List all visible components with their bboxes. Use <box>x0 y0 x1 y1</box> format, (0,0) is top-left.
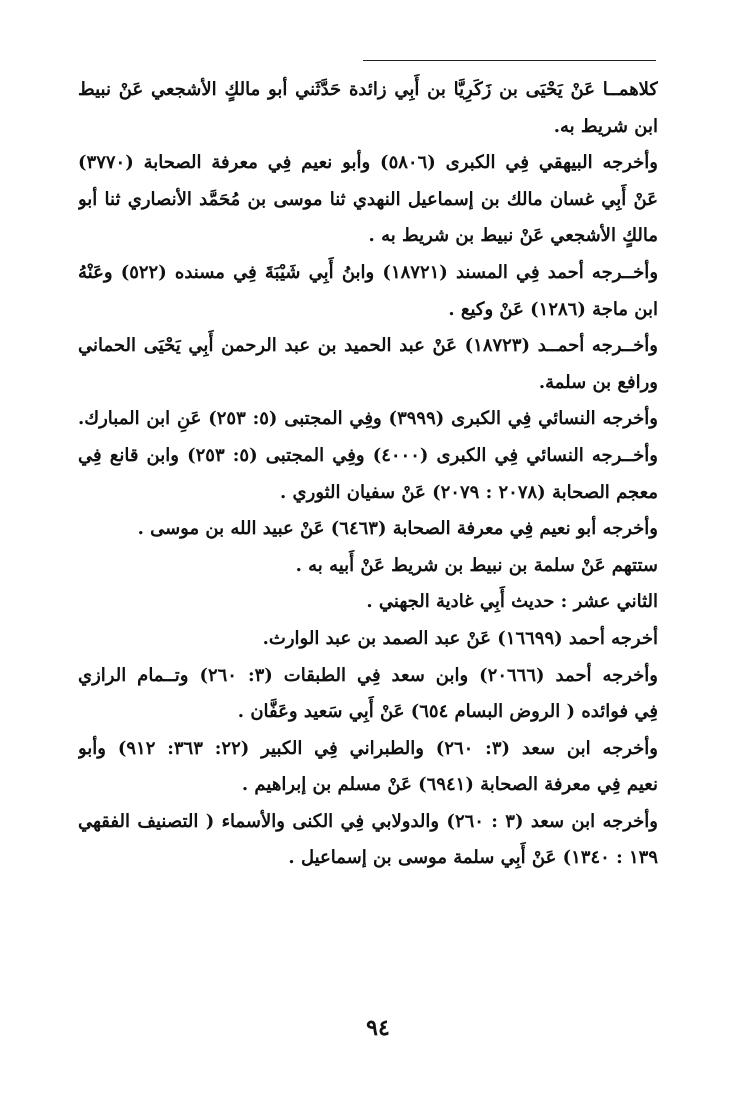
text-line-20: نعيم فِي معرفة الصحابة (٦٩٤١) عَنْ مسلم بن إبراهيم . <box>241 774 658 796</box>
text-line-1: كلاهمــا عَنْ يَحْيَى بن زَكَرِيَّا بن أَبِي زائدة حَدَّثَني أبو مالكٍ الأشجعي عَنْ نبيط <box>78 79 658 100</box>
header-rule <box>363 60 656 61</box>
body-text <box>78 72 658 877</box>
text-line-16: أخرجه أحمد (١٦٦٩٩) عَنْ عبد الصمد بن عبد الوارث. <box>262 627 658 649</box>
text-line-9: ورافع بن سلمة. <box>538 371 658 393</box>
text-line-2: ابن شريط به. <box>553 115 658 137</box>
text-line-13: وأخرجه أبو نعيم فِي معرفة الصحابة (٦٤٦٣) عَنْ عبيد الله بن موسى . <box>137 518 658 540</box>
text-line-4: عَنْ أَبِي غسان مالك بن إسماعيل النهدي ثنا موسى بن مُحَمَّد الأنصاري ثنا أبو <box>78 188 658 210</box>
text-line-12: معجم الصحابة (٢٠٧٨ : ٢٠٧٩) عَنْ سفيان الثوري . <box>280 481 658 503</box>
text-line-19: وأخرجه ابن سعد (٣: ٢٦٠) والطبراني فِي الكبير (٢٢: ٣٦٣: ٩١٢) وأبو <box>78 737 658 759</box>
text-line-5: مالكٍ الأشجعي عَنْ نبيط بن شريط به . <box>368 225 658 247</box>
text-line-11: وأخــرجه النسائي فِي الكبرى (٤٠٠٠) وفِي المجتبى (٥: ٢٥٣) وابن قانع فِي <box>78 444 658 466</box>
text-line-22: ١٣٩ : ١٣٤٠) عَنْ أَبِي سلمة موسى بن إسماعيل . <box>288 847 658 869</box>
text-line-21: وأخرجه ابن سعد (٣ : ٢٦٠) والدولابي فِي الكنى والأسماء ( التصنيف الفقهي <box>78 810 658 832</box>
text-line-3: وأخرجه البيهقي فِي الكبرى (٥٨٠٦) وأبو نعيم فِي معرفة الصحابة (٣٧٧٠) <box>78 152 658 174</box>
text-line-14: ستتهم عَنْ سلمة بن نبيط بن شريط عَنْ أَبيه به . <box>295 554 658 576</box>
text-line-8: وأخــرجه أحمــد (١٨٧٢٣) عَنْ عبد الحميد بن عبد الرحمن أَبِي يَحْيَى الحماني <box>78 335 658 357</box>
page-number: ٩٤ <box>366 1015 390 1041</box>
text-line-15: الثاني عشر : حديث أَبِي غادية الجهني . <box>366 591 658 613</box>
text-line-17: وأخرجه أحمد (٢٠٦٦٦) وابن سعد فِي الطبقات (٣: ٢٦٠) وتــمام الرازي <box>78 664 658 686</box>
text-line-6: وأخــرجه أحمد فِي المسند (١٨٧٢١) وابنُ أَبِي شَيْبَةَ فِي مسنده (٥٢٢) وعَنْهُ <box>78 261 658 283</box>
text-line-10: وأخرجه النسائي فِي الكبرى (٣٩٩٩) وفِي المجتبى (٥: ٢٥٣) عَنِ ابن المبارك. <box>78 408 658 430</box>
text-line-7: ابن ماجة (١٢٨٦) عَنْ وكيع . <box>448 298 658 320</box>
text-line-18: فِي فوائده ( الروض البسام ٦٥٤) عَنْ أَبِي سَعيد وعَفَّان . <box>237 701 658 723</box>
